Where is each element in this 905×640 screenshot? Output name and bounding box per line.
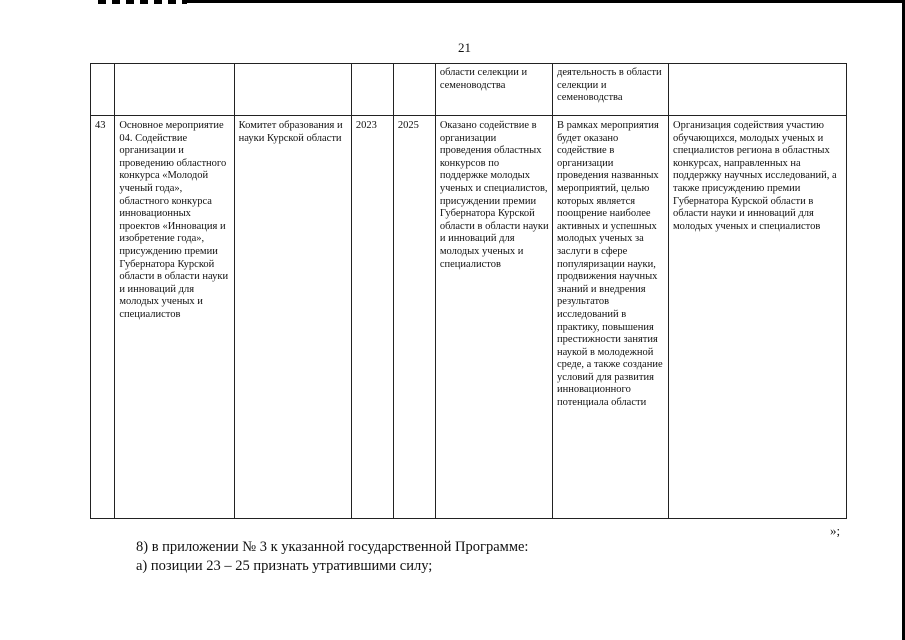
scan-edge-top (92, 0, 905, 3)
cell-result: Оказано содействие в организации проведения областных конкурсов по поддержке молодых ученых и специалистов, присуждении премии Губернатора Курской области в области науки и инноваций для молодых ученых и специалистов (435, 116, 552, 519)
page-number: 21 (458, 40, 471, 55)
paragraph-item-a: а) позиции 23 – 25 признать утратившими силу; (136, 558, 433, 574)
cell-year-end (393, 64, 435, 116)
cell-year-end: 2025 (393, 116, 435, 519)
cell-num: 43 (91, 116, 115, 519)
paragraph-item-8: 8) в приложении № 3 к указанной государственной Программе: (136, 539, 529, 555)
cell-name (115, 64, 234, 116)
cell-result: области селекции и семеноводства (435, 64, 552, 116)
cell-activity: деятельность в области селекции и семеноводства (552, 64, 668, 116)
cell-executor (234, 64, 351, 116)
scan-edge-marks (92, 0, 187, 4)
cell-indicator: Организация содействия участию обучающихся, молодых ученых и специалистов региона в областных конкурсах, направленных на поддержку научных исследований, а также присуждению премии Губернатора Курской области в области науки и инноваций для молодых ученых и специалистов (669, 116, 847, 519)
cell-name: Основное мероприятие 04. Содействие организации и проведению областного конкурса «Молодой ученый года», областного конкурса инновационных проектов «Инновация и изобретение года», присуждению премии Губернатора Курской области в области науки и инноваций для молодых ученых и специалистов (115, 116, 234, 519)
cell-executor: Комитет образования и науки Курской области (234, 116, 351, 519)
program-table (90, 63, 847, 519)
cell-num (91, 64, 115, 116)
table-row-43 (91, 116, 847, 519)
closing-quote: »; (830, 523, 841, 538)
cell-indicator (669, 64, 847, 116)
cell-year-start (351, 64, 393, 116)
table-row-continuation (91, 64, 847, 116)
cell-activity: В рамках мероприятия будет оказано содействие в организации проведения названных мероприятий, целью которых является поощрение наиболее активных и успешных молодых ученых за заслуги в сфере популяризации науки, продвижения научных знаний и внедрения результатов исследований в практику, повышения престижности занятия наукой в молодежной среде, а также создание условий для развития инновационного потенциала области (552, 116, 668, 519)
cell-year-start: 2023 (351, 116, 393, 519)
